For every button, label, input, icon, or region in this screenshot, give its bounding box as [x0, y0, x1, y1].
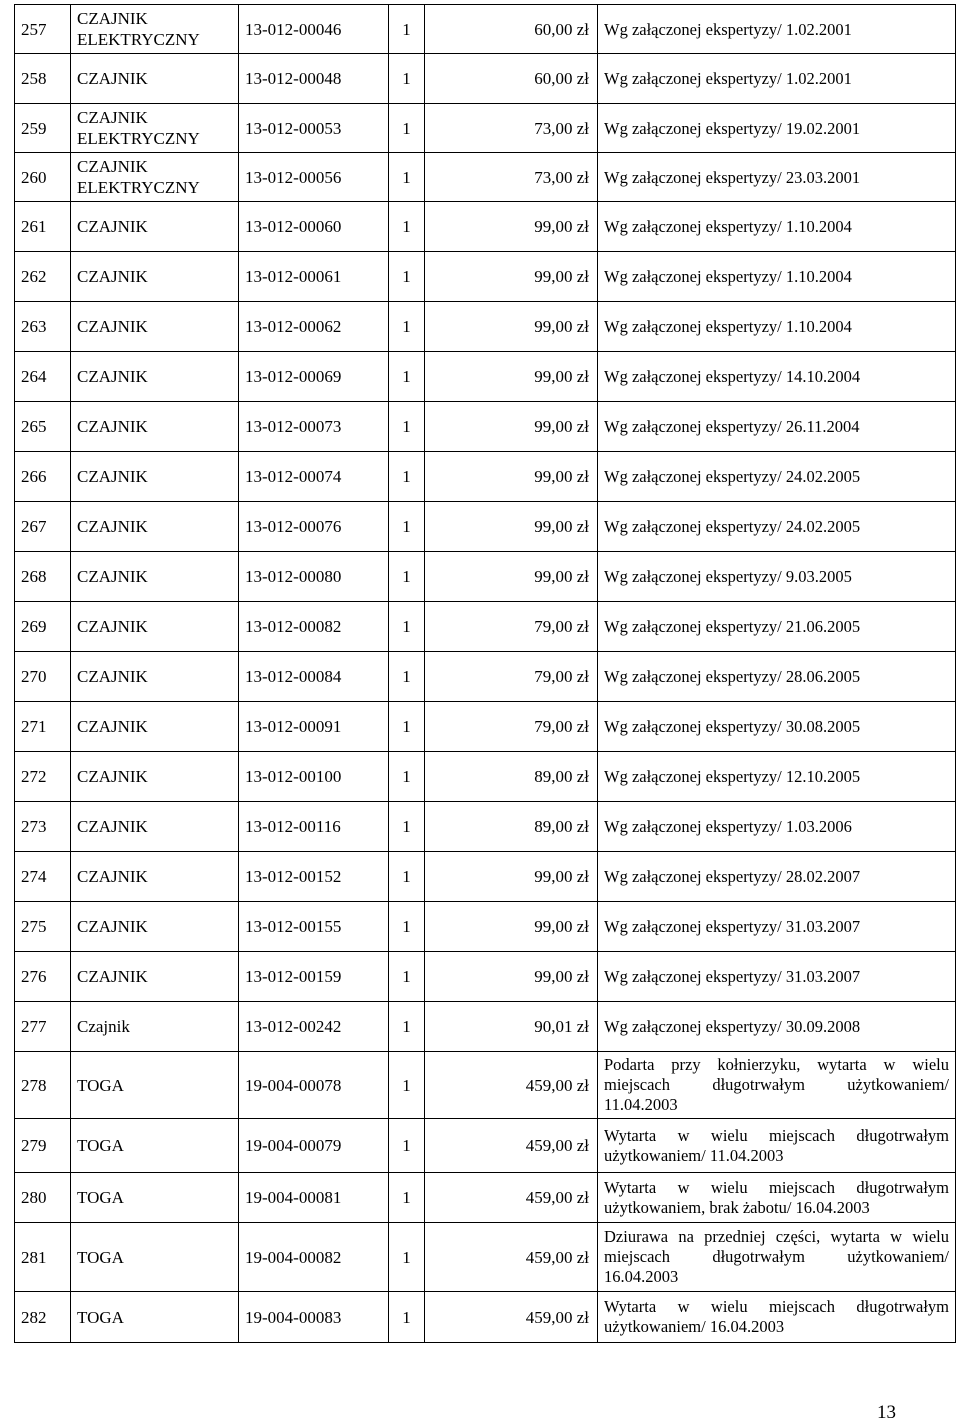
table-row	[15, 852, 956, 902]
cell-number: 272	[15, 752, 71, 802]
cell-code: 19-004-00082	[239, 1223, 389, 1292]
cell-number: 262	[15, 252, 71, 302]
cell-name: CZAJNIK	[71, 652, 239, 702]
table-row	[15, 104, 956, 153]
cell-code: 13-012-00073	[239, 402, 389, 452]
cell-number: 274	[15, 852, 71, 902]
cell-quantity: 1	[389, 202, 425, 252]
cell-name: CZAJNIK	[71, 54, 239, 104]
cell-code: 13-012-00159	[239, 952, 389, 1002]
cell-name: TOGA	[71, 1119, 239, 1173]
table-row	[15, 702, 956, 752]
cell-quantity: 1	[389, 1052, 425, 1119]
cell-name: CZAJNIK	[71, 702, 239, 752]
cell-code: 19-004-00081	[239, 1173, 389, 1223]
cell-value: 89,00 zł	[425, 752, 598, 802]
table-row	[15, 54, 956, 104]
cell-number: 269	[15, 602, 71, 652]
cell-note: Wg załączonej ekspertyzy/ 1.10.2004	[598, 252, 956, 302]
cell-number: 277	[15, 1002, 71, 1052]
cell-quantity: 1	[389, 252, 425, 302]
cell-note: Wg załączonej ekspertyzy/ 14.10.2004	[598, 352, 956, 402]
cell-quantity: 1	[389, 1223, 425, 1292]
table-row	[15, 1173, 956, 1223]
cell-name: CZAJNIK	[71, 852, 239, 902]
cell-value: 459,00 zł	[425, 1052, 598, 1119]
cell-quantity: 1	[389, 352, 425, 402]
cell-quantity: 1	[389, 452, 425, 502]
cell-value: 73,00 zł	[425, 104, 598, 153]
table-row	[15, 652, 956, 702]
cell-note: Wg załączonej ekspertyzy/ 24.02.2005	[598, 452, 956, 502]
cell-value: 459,00 zł	[425, 1119, 598, 1173]
cell-name: CZAJNIK	[71, 352, 239, 402]
cell-quantity: 1	[389, 552, 425, 602]
table-row	[15, 1052, 956, 1119]
cell-value: 99,00 zł	[425, 252, 598, 302]
cell-value: 60,00 zł	[425, 5, 598, 54]
cell-number: 261	[15, 202, 71, 252]
cell-note: Wg załączonej ekspertyzy/ 26.11.2004	[598, 402, 956, 452]
cell-note: Wytarta w wielu miejscach długotrwałym użytkowaniem/ 16.04.2003	[598, 1292, 956, 1343]
cell-quantity: 1	[389, 402, 425, 452]
cell-code: 13-012-00061	[239, 252, 389, 302]
cell-quantity: 1	[389, 1119, 425, 1173]
cell-quantity: 1	[389, 902, 425, 952]
table-row	[15, 602, 956, 652]
cell-number: 258	[15, 54, 71, 104]
cell-number: 267	[15, 502, 71, 552]
page-number: 13	[877, 1402, 896, 1423]
cell-note: Wg załączonej ekspertyzy/ 1.02.2001	[598, 54, 956, 104]
cell-note: Wg załączonej ekspertyzy/ 12.10.2005	[598, 752, 956, 802]
cell-number: 271	[15, 702, 71, 752]
cell-value: 60,00 zł	[425, 54, 598, 104]
table-row	[15, 452, 956, 502]
cell-quantity: 1	[389, 153, 425, 202]
cell-number: 276	[15, 952, 71, 1002]
table-row	[15, 202, 956, 252]
cell-name: CZAJNIK	[71, 752, 239, 802]
cell-note: Wg załączonej ekspertyzy/ 23.03.2001	[598, 153, 956, 202]
cell-name: CZAJNIK	[71, 552, 239, 602]
cell-note: Wg załączonej ekspertyzy/ 28.02.2007	[598, 852, 956, 902]
cell-quantity: 1	[389, 104, 425, 153]
cell-number: 278	[15, 1052, 71, 1119]
cell-value: 99,00 zł	[425, 452, 598, 502]
cell-note: Wytarta w wielu miejscach długotrwałym użytkowaniem/ 11.04.2003	[598, 1119, 956, 1173]
cell-note: Wg załączonej ekspertyzy/ 1.03.2006	[598, 802, 956, 852]
cell-number: 273	[15, 802, 71, 852]
cell-number: 282	[15, 1292, 71, 1343]
cell-name: CZAJNIK	[71, 202, 239, 252]
cell-code: 13-012-00152	[239, 852, 389, 902]
cell-quantity: 1	[389, 802, 425, 852]
table-row	[15, 302, 956, 352]
cell-quantity: 1	[389, 54, 425, 104]
cell-quantity: 1	[389, 852, 425, 902]
cell-name: CZAJNIK	[71, 902, 239, 952]
cell-number: 266	[15, 452, 71, 502]
cell-quantity: 1	[389, 1173, 425, 1223]
cell-code: 13-012-00155	[239, 902, 389, 952]
cell-code: 13-012-00053	[239, 104, 389, 153]
cell-note: Wg załączonej ekspertyzy/ 28.06.2005	[598, 652, 956, 702]
cell-number: 275	[15, 902, 71, 952]
cell-name: CZAJNIK ELEKTRYCZNY	[71, 153, 239, 202]
cell-note: Wg załączonej ekspertyzy/ 30.08.2005	[598, 702, 956, 752]
table-row	[15, 5, 956, 54]
cell-note: Wg załączonej ekspertyzy/ 19.02.2001	[598, 104, 956, 153]
table-row	[15, 502, 956, 552]
cell-quantity: 1	[389, 752, 425, 802]
cell-note: Wg załączonej ekspertyzy/ 30.09.2008	[598, 1002, 956, 1052]
cell-quantity: 1	[389, 502, 425, 552]
cell-number: 257	[15, 5, 71, 54]
table-row	[15, 752, 956, 802]
cell-note: Wg załączonej ekspertyzy/ 1.10.2004	[598, 202, 956, 252]
cell-value: 73,00 zł	[425, 153, 598, 202]
table-row	[15, 252, 956, 302]
cell-quantity: 1	[389, 5, 425, 54]
cell-note: Wg załączonej ekspertyzy/ 24.02.2005	[598, 502, 956, 552]
cell-name: CZAJNIK	[71, 952, 239, 1002]
cell-number: 263	[15, 302, 71, 352]
table-row	[15, 1292, 956, 1343]
inventory-table	[14, 4, 956, 1343]
cell-value: 79,00 zł	[425, 702, 598, 752]
cell-name: CZAJNIK	[71, 802, 239, 852]
table-row	[15, 402, 956, 452]
table-row	[15, 902, 956, 952]
cell-quantity: 1	[389, 602, 425, 652]
cell-number: 268	[15, 552, 71, 602]
cell-code: 13-012-00060	[239, 202, 389, 252]
cell-value: 79,00 zł	[425, 602, 598, 652]
cell-note: Wg załączonej ekspertyzy/ 21.06.2005	[598, 602, 956, 652]
cell-code: 19-004-00083	[239, 1292, 389, 1343]
cell-name: CZAJNIK	[71, 302, 239, 352]
cell-name: CZAJNIK ELEKTRYCZNY	[71, 104, 239, 153]
cell-quantity: 1	[389, 1002, 425, 1052]
cell-number: 281	[15, 1223, 71, 1292]
cell-code: 13-012-00046	[239, 5, 389, 54]
cell-code: 13-012-00074	[239, 452, 389, 502]
cell-code: 13-012-00091	[239, 702, 389, 752]
cell-code: 13-012-00076	[239, 502, 389, 552]
cell-number: 270	[15, 652, 71, 702]
cell-quantity: 1	[389, 652, 425, 702]
table-row	[15, 352, 956, 402]
cell-code: 13-012-00048	[239, 54, 389, 104]
cell-quantity: 1	[389, 952, 425, 1002]
cell-name: CZAJNIK	[71, 602, 239, 652]
table-row	[15, 1223, 956, 1292]
cell-code: 13-012-00116	[239, 802, 389, 852]
table-row	[15, 1119, 956, 1173]
cell-value: 99,00 zł	[425, 902, 598, 952]
cell-code: 19-004-00079	[239, 1119, 389, 1173]
cell-value: 459,00 zł	[425, 1223, 598, 1292]
cell-name: TOGA	[71, 1173, 239, 1223]
cell-quantity: 1	[389, 302, 425, 352]
cell-name: CZAJNIK	[71, 452, 239, 502]
cell-name: TOGA	[71, 1292, 239, 1343]
cell-name: TOGA	[71, 1223, 239, 1292]
cell-note: Podarta przy kołnierzyku, wytarta w wielu miejscach długotrwałym użytkowaniem/ 11.04.2003	[598, 1052, 956, 1119]
cell-value: 99,00 zł	[425, 852, 598, 902]
cell-code: 13-012-00056	[239, 153, 389, 202]
table-row	[15, 952, 956, 1002]
cell-number: 260	[15, 153, 71, 202]
cell-number: 265	[15, 402, 71, 452]
cell-number: 259	[15, 104, 71, 153]
cell-value: 99,00 zł	[425, 302, 598, 352]
cell-name: Czajnik	[71, 1002, 239, 1052]
cell-note: Wg załączonej ekspertyzy/ 31.03.2007	[598, 902, 956, 952]
cell-note: Dziurawa na przedniej części, wytarta w wielu miejscach długotrwałym użytkowaniem/ 16.04.2003	[598, 1223, 956, 1292]
table-row	[15, 153, 956, 202]
cell-value: 90,01 zł	[425, 1002, 598, 1052]
cell-value: 79,00 zł	[425, 652, 598, 702]
cell-code: 13-012-00100	[239, 752, 389, 802]
cell-note: Wg załączonej ekspertyzy/ 31.03.2007	[598, 952, 956, 1002]
cell-value: 99,00 zł	[425, 502, 598, 552]
cell-note: Wg załączonej ekspertyzy/ 9.03.2005	[598, 552, 956, 602]
cell-value: 89,00 zł	[425, 802, 598, 852]
cell-value: 99,00 zł	[425, 352, 598, 402]
cell-number: 280	[15, 1173, 71, 1223]
cell-code: 13-012-00242	[239, 1002, 389, 1052]
cell-value: 99,00 zł	[425, 202, 598, 252]
cell-quantity: 1	[389, 702, 425, 752]
cell-code: 13-012-00080	[239, 552, 389, 602]
cell-value: 99,00 zł	[425, 952, 598, 1002]
cell-number: 279	[15, 1119, 71, 1173]
cell-code: 13-012-00082	[239, 602, 389, 652]
cell-code: 19-004-00078	[239, 1052, 389, 1119]
cell-number: 264	[15, 352, 71, 402]
cell-quantity: 1	[389, 1292, 425, 1343]
cell-code: 13-012-00069	[239, 352, 389, 402]
cell-value: 459,00 zł	[425, 1173, 598, 1223]
cell-name: CZAJNIK	[71, 252, 239, 302]
cell-note: Wg załączonej ekspertyzy/ 1.10.2004	[598, 302, 956, 352]
cell-note: Wytarta w wielu miejscach długotrwałym użytkowaniem, brak żabotu/ 16.04.2003	[598, 1173, 956, 1223]
cell-value: 99,00 zł	[425, 552, 598, 602]
cell-code: 13-012-00084	[239, 652, 389, 702]
cell-name: CZAJNIK	[71, 502, 239, 552]
cell-value: 459,00 zł	[425, 1292, 598, 1343]
table-row	[15, 552, 956, 602]
cell-note: Wg załączonej ekspertyzy/ 1.02.2001	[598, 5, 956, 54]
cell-code: 13-012-00062	[239, 302, 389, 352]
cell-name: CZAJNIK	[71, 402, 239, 452]
table-row	[15, 802, 956, 852]
cell-name: TOGA	[71, 1052, 239, 1119]
cell-value: 99,00 zł	[425, 402, 598, 452]
table-row	[15, 1002, 956, 1052]
cell-name: CZAJNIK ELEKTRYCZNY	[71, 5, 239, 54]
